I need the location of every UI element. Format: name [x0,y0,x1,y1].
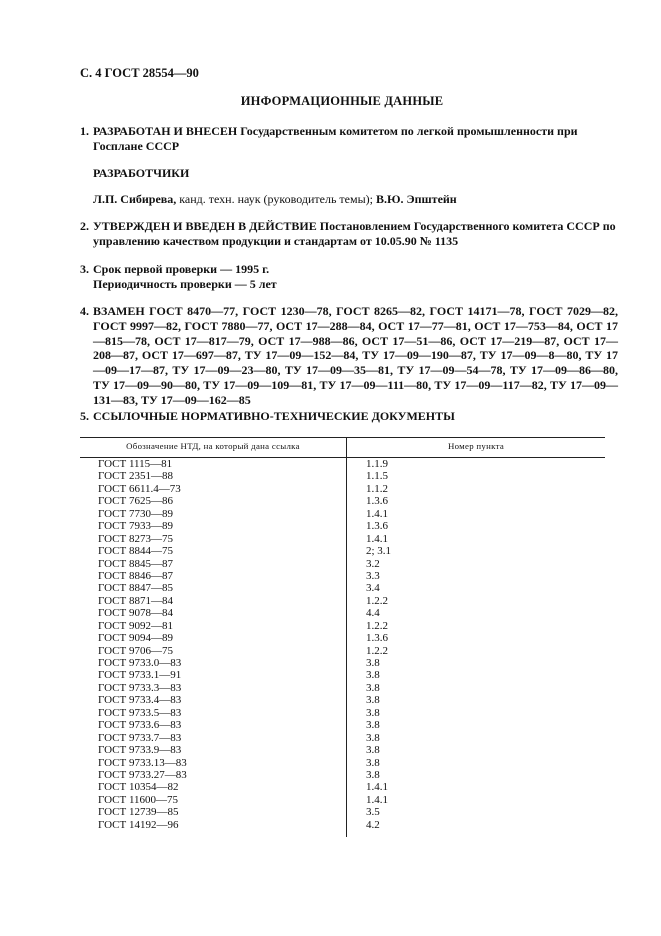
clause-number: 4.4 [366,607,380,620]
table-row [80,744,605,756]
item-number: 1. [80,124,89,138]
document-designation: ГОСТ 9733.4—83 [98,694,182,707]
clause-number: 3.8 [366,768,380,781]
table-row [80,657,605,669]
clause-number: 3.8 [366,756,380,769]
clause-number: 1.3.6 [366,632,388,645]
clause-number: 1.3.6 [366,495,388,508]
table-row [80,533,605,545]
clause-number: 3.8 [366,694,380,707]
table-row [80,719,605,731]
clause-number: 3.2 [366,557,380,570]
clause-number: 1.4.1 [366,507,388,520]
clause-number: 1.1.5 [366,470,388,483]
item-text: ВЗАМЕН ГОСТ 8470—77, ГОСТ 1230—78, ГОСТ 8265—82, ГОСТ 14171—78, ГОСТ 7029—82, ГОСТ 9997—82, ГОСТ 7880—77, ОСТ 17—288—84, ОСТ 17—77—81, ОСТ 17—753—84, ОСТ 17—815—78, ОСТ 17—817—79, ОСТ 17—988—86, ОСТ 17—51—86, ОСТ 17—219—87, ОСТ 17—208—87, ОСТ 17—697—87, ТУ 17—09—152—84, ТУ 17—09—190—87, ТУ 17—09—8—80, ТУ 17—09—17—87, ТУ 17—09—23—80, ТУ 17—09—35—81, ТУ 17—09—54—78, ТУ 17—09—86—80, ТУ 17—09—90—80, ТУ 17—09—109—81, ТУ 17—09—111—80, ТУ 17—09—117—82, ТУ 17—09—131—83, ТУ 17—09—162—85 [93,304,618,407]
document-designation: ГОСТ 9733.7—83 [98,731,182,744]
document-designation: ГОСТ 9092—81 [98,619,173,632]
table-row [80,707,605,719]
document-designation: ГОСТ 11600—75 [98,793,179,806]
document-designation: ГОСТ 9733.13—83 [98,756,187,769]
clause-number: 3.8 [366,719,380,732]
document-designation: ГОСТ 14192—96 [98,818,179,831]
document-designation: ГОСТ 7933—89 [98,520,173,533]
column-header-clause: Номер пункта [447,441,505,451]
table-row [80,632,605,644]
table-row [80,781,605,793]
table-row [80,607,605,619]
item-number: 4. [80,304,89,318]
page-header: С. 4 ГОСТ 28554—90 [80,66,199,80]
document-designation: ГОСТ 8871—84 [98,594,173,607]
table-header [80,437,605,458]
document-designation: ГОСТ 9733.5—83 [98,706,182,719]
table-row [80,769,605,781]
table-row [80,495,605,507]
table-row [80,595,605,607]
document-designation: ГОСТ 8273—75 [98,532,173,545]
document-designation: ГОСТ 9706—75 [98,644,173,657]
document-designation: ГОСТ 9733.27—83 [98,768,187,781]
clause-number: 3.3 [366,569,380,582]
developer-name: В.Ю. Эпштейн [372,192,457,206]
table-row [80,483,605,495]
clause-number: 3.8 [366,669,380,682]
document-designation: ГОСТ 8844—75 [98,545,173,558]
table-row [80,682,605,694]
table-row [80,458,605,470]
clause-number: 1.1.2 [366,482,388,495]
developers-heading: РАЗРАБОТЧИКИ [93,166,190,180]
table-row [80,508,605,520]
table-row [80,545,605,557]
clause-number: 1.4.1 [366,793,388,806]
table-row [80,470,605,482]
developer-role: канд. техн. наук (руководитель темы); [176,192,373,206]
clause-number: 1.2.2 [366,644,388,657]
item-number: 3. [80,262,89,276]
item-text: ССЫЛОЧНЫЕ НОРМАТИВНО-ТЕХНИЧЕСКИЕ ДОКУМЕНТЫ [93,409,455,423]
item-replaces [80,304,618,408]
clause-number: 1.4.1 [366,532,388,545]
document-designation: ГОСТ 9733.1—91 [98,669,182,682]
table-row [80,794,605,806]
document-designation: ГОСТ 8845—87 [98,557,173,570]
document-designation: ГОСТ 9733.3—83 [98,681,182,694]
item-references [80,409,618,424]
table-row [80,819,605,831]
clause-number: 1.2.2 [366,594,388,607]
table-row [80,806,605,818]
clause-number: 2; 3.1 [366,545,392,558]
item-text: РАЗРАБОТАН И ВНЕСЕН Государственным комитетом по легкой промышленности при Госплане СССР [93,124,578,153]
document-designation: ГОСТ 9733.6—83 [98,719,182,732]
table-row [80,558,605,570]
item-text: УТВЕРЖДЕН И ВВЕДЕН В ДЕЙСТВИЕ Постановлением Государственного комитета СССР по управлению качеством продукции и стандартам от 10.05.90 № 1135 [93,219,616,248]
clause-number: 3.4 [366,582,380,595]
clause-number: 1.1.9 [366,458,388,470]
item-approved [80,219,618,249]
table-row [80,570,605,582]
document-designation: ГОСТ 9078—84 [98,607,173,620]
document-designation: ГОСТ 9094—89 [98,632,173,645]
table-body [80,458,605,831]
table-row [80,582,605,594]
document-designation: ГОСТ 9733.9—83 [98,744,182,757]
document-designation: ГОСТ 8846—87 [98,569,173,582]
item-review [80,262,618,292]
review-period: Срок первой проверки — 1995 г. [93,262,270,276]
review-frequency: Периодичность проверки — 5 лет [93,276,277,291]
table-row [80,520,605,532]
table-row [80,645,605,657]
item-developed [80,124,618,154]
clause-number: 3.8 [366,657,380,669]
clause-number: 4.2 [366,818,380,831]
document-designation: ГОСТ 12739—85 [98,806,179,819]
document-designation: ГОСТ 8847—85 [98,582,173,595]
clause-number: 1.4.1 [366,781,388,794]
document-designation: ГОСТ 7730—89 [98,507,173,520]
document-designation: ГОСТ 1115—81 [98,458,173,470]
table-row [80,694,605,706]
clause-number: 3.8 [366,706,380,719]
developer-name: Л.П. Сибирева, [93,192,177,206]
document-designation: ГОСТ 10354—82 [98,781,179,794]
item-number: 2. [80,219,89,233]
document-designation: ГОСТ 2351—88 [98,470,173,483]
developers-line [93,192,613,207]
table-row [80,732,605,744]
document-designation: ГОСТ 9733.0—83 [98,657,182,669]
table-row [80,669,605,681]
column-header-document: Обозначение НТД, на который дана ссылка [126,441,300,451]
table-row [80,757,605,769]
clause-number: 1.3.6 [366,520,388,533]
clause-number: 3.8 [366,744,380,757]
clause-number: 3.8 [366,681,380,694]
table-row [80,620,605,632]
document-designation: ГОСТ 6611.4—73 [98,482,181,495]
section-title: ИНФОРМАЦИОННЫЕ ДАННЫЕ [240,94,444,108]
clause-number: 3.5 [366,806,380,819]
clause-number: 3.8 [366,731,380,744]
document-designation: ГОСТ 7625—86 [98,495,173,508]
clause-number: 1.2.2 [366,619,388,632]
item-number: 5. [80,409,89,423]
